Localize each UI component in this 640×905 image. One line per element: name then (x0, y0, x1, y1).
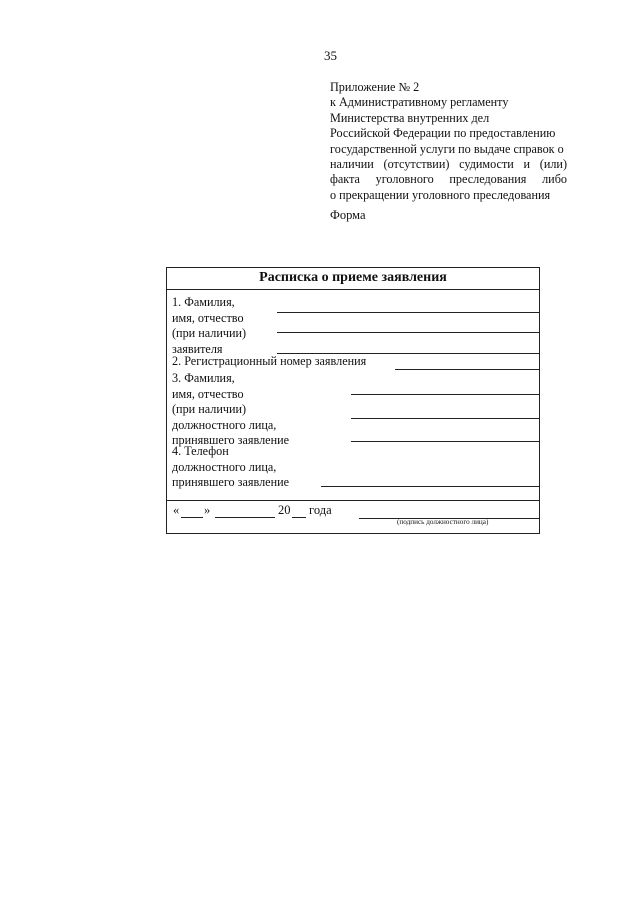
date-year-suffix: года (309, 503, 332, 517)
applicant-name-field[interactable] (277, 312, 539, 313)
date-day-field[interactable] (181, 517, 203, 518)
signature-caption: (подпись должностного лица) (397, 518, 489, 526)
date-year-field[interactable] (292, 517, 306, 518)
section-divider (167, 500, 539, 501)
receipt-form (166, 267, 540, 534)
field1-label: 1. Фамилия, имя, отчество (при наличии) заявителя (172, 295, 247, 356)
date-quote-open: « (173, 503, 180, 517)
appendix-line: Приложение № 2 (330, 80, 420, 94)
receipt-title: Расписка о приеме заявления (259, 270, 447, 285)
appendix-line: Российской Федерации по предоставлению (330, 126, 556, 141)
official-phone-field[interactable] (321, 486, 539, 487)
page-number: 35 (324, 48, 337, 63)
form-label: Форма (330, 208, 366, 222)
official-name-field[interactable] (351, 418, 539, 419)
field4-label: 4. Телефон должностного лица, принявшего заявление (172, 444, 290, 489)
appendix-line: о прекращении уголовного преследования (330, 187, 551, 202)
title-divider (167, 289, 539, 290)
official-name-field[interactable] (351, 441, 539, 442)
applicant-name-field[interactable] (277, 332, 539, 333)
appendix-line: факта уголовного преследования либо (330, 172, 567, 187)
official-name-field[interactable] (351, 394, 539, 395)
field3-label: 3. Фамилия, имя, отчество (при наличии) должностного лица, принявшего заявление (172, 371, 290, 447)
appendix-line: к Административному регламенту (330, 95, 509, 110)
field2-label: 2. Регистрационный номер заявления (172, 354, 367, 368)
appendix-header (330, 80, 567, 203)
registration-number-field[interactable] (395, 369, 539, 370)
appendix-line: государственной услуги по выдаче справок о (330, 141, 564, 156)
date-month-field[interactable] (215, 517, 275, 518)
date-year-prefix: 20 (278, 503, 291, 517)
appendix-line: Министерства внутренних дел (330, 110, 490, 125)
appendix-line: наличии (отсутствии) судимости и (или) (330, 157, 567, 172)
date-quote-close: » (204, 503, 211, 517)
